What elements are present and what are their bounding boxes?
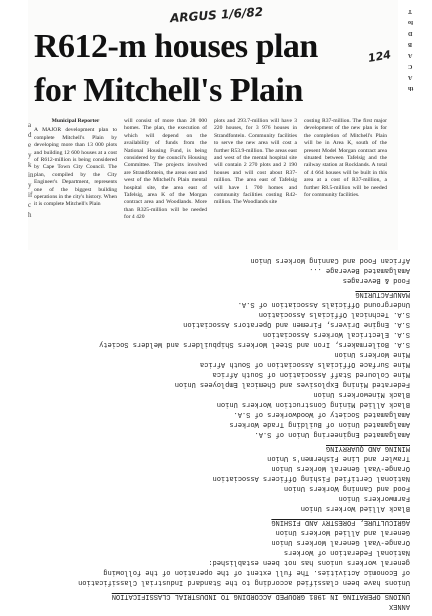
newspaper-clipping <box>28 0 398 250</box>
union-list-line: Food and Canning Workers Union <box>283 484 410 492</box>
margin-mark: T <box>408 8 413 14</box>
handwritten-date: ARGUS 1/6/82 <box>169 4 264 26</box>
article-column-1 <box>34 118 117 222</box>
margin-mark: c <box>28 201 32 209</box>
margin-mark: B <box>408 41 413 47</box>
union-list-line: General and Allied Workers Union <box>275 528 410 536</box>
union-list-line: Mine Surface Officials Association of South Africa <box>199 360 410 368</box>
margin-mark: e <box>28 141 32 149</box>
union-list-line: Orange-Vaal General Workers Union <box>271 538 410 546</box>
union-list-line: Black Allied Workers Union <box>300 504 410 512</box>
union-list-line: of Economic Activities. The full extent of the operation of the following <box>103 568 410 576</box>
union-list-line: African Food and Canning Workers Union <box>250 256 410 264</box>
union-list-line: Amalgamated Society of Woodworkers of S.A. <box>233 410 410 418</box>
union-list-line: ANNEX <box>388 602 410 610</box>
margin-mark: fo <box>408 19 413 25</box>
section-heading: UNIONS OPERATING IN 1981 GROUPED ACCORDING TO INDUSTRIAL CLASSIFICATION <box>111 592 410 600</box>
section-heading: MINING AND QUARRYING <box>325 444 410 452</box>
union-list-line: Unions have been classified according to the Standard Industrial Classification <box>78 578 410 586</box>
union-list-line: Federated Mining Explosives and Chemical Employees Union <box>174 380 410 388</box>
union-list-line: Mine Coloured Staff Association of South Africa <box>212 370 410 378</box>
margin-mark: d <box>28 131 32 139</box>
margin-mark: A <box>408 74 413 80</box>
article-text: plots and 293.7-million will have 3 220 houses, for 3 976 houses in Strandfontein. Community facilities to serve the new area will cost a further R53.9-million. The areas east and west of the mental hospital site will contain 2 270 plots and 2 190 houses and will cost about R37-million. The area east of Tafelsig will have 1 700 homes and community facilities costing R42-million. The Woodlands site <box>214 118 297 206</box>
article-column-3 <box>214 118 297 222</box>
union-list-line: S.A. Technical Officials Association <box>258 310 410 318</box>
union-list-line: Trawler and Line Fishermen's Union <box>267 454 410 462</box>
union-list-line: Farmworkers Union <box>338 494 410 502</box>
margin-mark: y <box>28 151 32 159</box>
rotated-document-body <box>0 252 432 616</box>
margin-mark: y <box>28 181 32 189</box>
union-list-line: Underground Officials Association of S.A. <box>237 300 410 308</box>
typed-union-list-document <box>0 252 432 616</box>
union-list-line: general workers unions has not been established: <box>208 558 410 566</box>
article-column-4 <box>304 118 387 222</box>
margin-mark: if <box>28 191 33 199</box>
union-list-line: Orange-Vaal General Workers Union <box>271 464 410 472</box>
section-heading: AGRICULTURE, FORESTRY AND FISHING <box>271 518 410 526</box>
union-list-line: S.A. Boilermakers, Iron and Steel Workers Shipbuilders and Welders Society <box>99 340 410 348</box>
union-list-line: Food & Beverages <box>342 276 410 284</box>
union-list-line: Black Allied Mining Construction Workers Union <box>216 400 410 408</box>
union-list-line: National Federation of Workers <box>283 548 410 556</box>
handwritten-page-number: 124 <box>367 48 392 65</box>
margin-mark: A <box>408 52 413 58</box>
union-list-line: Mine Workers Union <box>334 350 410 358</box>
section-heading: MANUFACTURING <box>355 290 410 298</box>
margin-mark: h <box>28 211 32 219</box>
article-text: will consist of more than 28 000 homes. The plan, the execution of which will depend on the availability of funds from the National Housing Fund, is being considered by the council's Housing Committee. The projects involved are Strandfontein, the areas east and west of the Mitchell's Plain mental hospital site, the area east of Tafelsig, area K of the Morgan contract area and Woodlands. More than R325-million will be needed for 4 420 <box>124 118 207 221</box>
article-columns <box>34 118 394 222</box>
margin-mark: a <box>28 121 32 129</box>
headline-line-1: R612-m houses plan <box>34 28 318 65</box>
union-list-line: Amalgamated Beverage ... <box>309 266 410 274</box>
margin-mark: D <box>408 30 413 36</box>
article-column-2 <box>124 118 207 222</box>
union-list-line: Amalgamated Engineering Union of S.A. <box>254 430 410 438</box>
headline-line-2: for Mitchell's Plain <box>34 72 303 109</box>
article-text: A MAJOR development plan to complete Mitchell's Plain by developing more than 13 000 plots and building 12 600 houses at a cost of R612-million is being considered by Cape Town City Council. The plan, compiled by the City Engineer's Department, represents one of the biggest building operations in the city's history. When it is complete Mitchell's Plain <box>34 127 117 208</box>
margin-mark: th <box>408 85 414 91</box>
margin-mark: k <box>28 161 32 169</box>
union-list-line: Black Mineworkers Union <box>313 390 410 398</box>
byline: Municipal Reporter <box>51 118 100 124</box>
margin-mark: C <box>408 63 413 69</box>
article-text: costing R37-million. The first major development of the new plan is for the completion of Mitchell's Plain will be in Area K, south of the present Model Morgan contract area situated between Tafelsig and the railway station at Rocklands. A total of 4 664 houses will be built in this area at a cost of R37-million, a further R8.5-million will be needed for community facilities. <box>304 118 387 199</box>
margin-mark: in <box>28 171 34 179</box>
union-list-line: National Certified Fishing Officers Association <box>212 474 410 482</box>
union-list-line: Amalgamated Union of Building Trade Workers <box>229 420 410 428</box>
union-list-line: S.A. Engine Drivers, Firemen and Operators Association <box>183 320 410 328</box>
union-list-line: S.A. Electrical Workers Association <box>262 330 410 338</box>
